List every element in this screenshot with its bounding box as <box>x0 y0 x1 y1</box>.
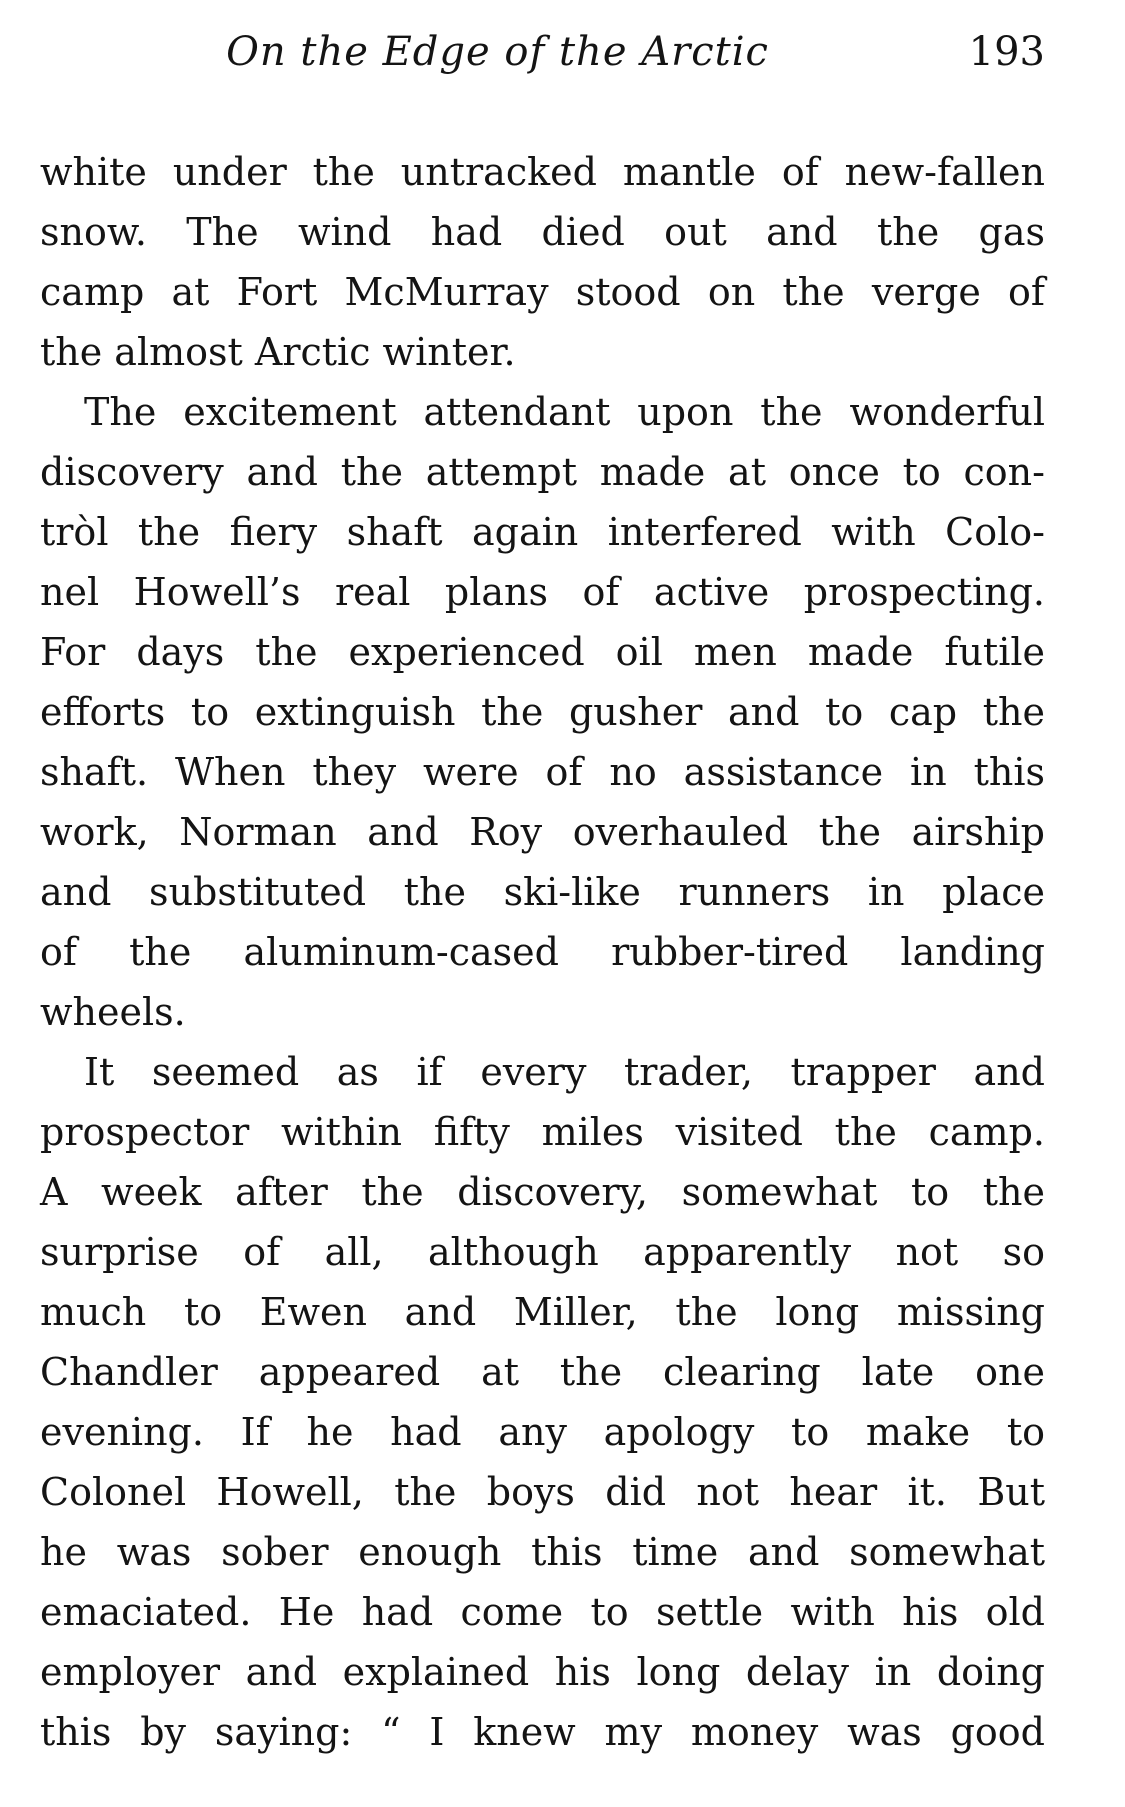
text-line: surprise of all, although apparently not so <box>40 1230 1045 1274</box>
text-line: shaft. When they were of no assistance in this <box>40 750 1045 794</box>
text-line: he was sober enough this time and somewhat <box>40 1530 1045 1574</box>
text-line: tròl the fiery shaft again interfered with Colo- <box>40 510 1045 554</box>
text-line: camp at Fort McMurray stood on the verge of <box>40 270 1045 314</box>
running-title: On the Edge of the Arctic <box>226 29 769 75</box>
text-line: employer and explained his long delay in doing <box>40 1650 1045 1694</box>
text-line: much to Ewen and Miller, the long missing <box>40 1290 1045 1334</box>
text-line: Colonel Howell, the boys did not hear it. But <box>40 1470 1045 1514</box>
text-line: The excitement attendant upon the wonderful <box>84 390 1045 434</box>
page-number: 193 <box>968 29 1045 75</box>
text-line: A week after the discovery, somewhat to the <box>40 1170 1045 1214</box>
running-head <box>40 22 1045 82</box>
text-line: evening. If he had any apology to make to <box>40 1410 1045 1454</box>
text-line: discovery and the attempt made at once to con- <box>40 450 1045 494</box>
text-line: It seemed as if every trader, trapper and <box>84 1050 1045 1094</box>
text-line: For days the experienced oil men made futile <box>40 630 1045 674</box>
text-line: of the aluminum-cased rubber-tired landing <box>40 930 1045 974</box>
text-line: this by saying: “ I knew my money was good <box>40 1710 1045 1754</box>
text-line: nel Howell’s real plans of active prospecting. <box>40 570 1045 614</box>
body-text <box>40 142 1045 1762</box>
text-line: work, Norman and Roy overhauled the airship <box>40 810 1045 854</box>
text-line: Chandler appeared at the clearing late one <box>40 1350 1045 1394</box>
text-line: emaciated. He had come to settle with his old <box>40 1590 1045 1634</box>
text-line: the almost Arctic winter. <box>40 330 516 374</box>
text-line: and substituted the ski-like runners in place <box>40 870 1045 914</box>
text-line: prospector within fifty miles visited the camp. <box>40 1110 1045 1154</box>
text-line: efforts to extinguish the gusher and to cap the <box>40 690 1045 734</box>
text-line: wheels. <box>40 990 186 1034</box>
text-line: snow. The wind had died out and the gas <box>40 210 1045 254</box>
text-line: white under the untracked mantle of new-fallen <box>40 150 1045 194</box>
